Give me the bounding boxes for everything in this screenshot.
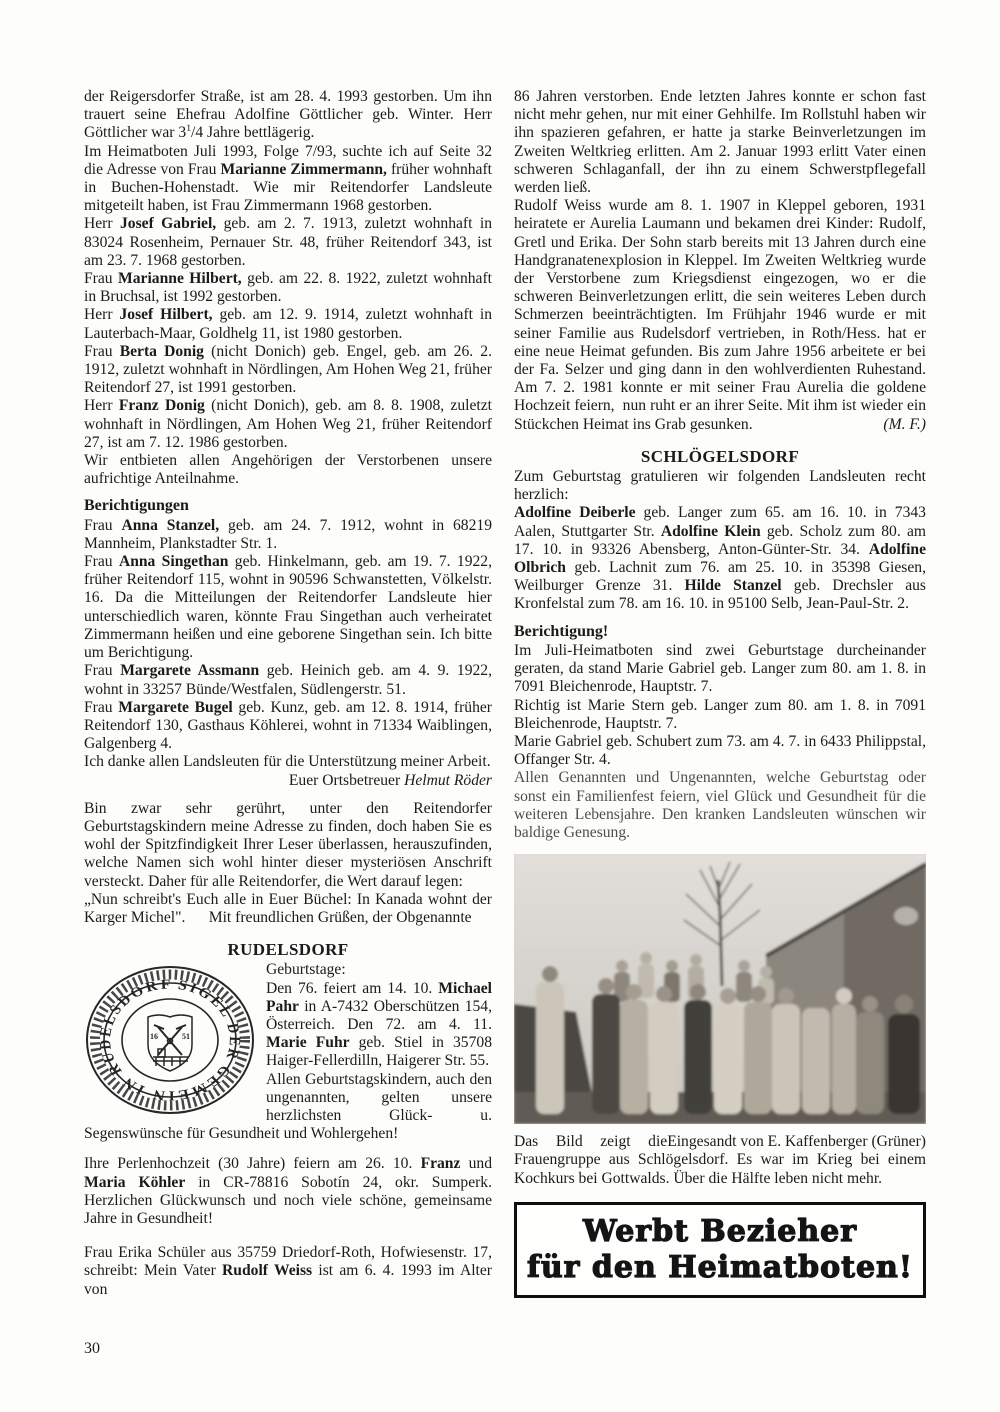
advert-box [514, 1202, 926, 1298]
obituary-paragraph: Herr Franz Donig (nicht Donich), geb. am 8. 8. 1908, zuletzt wohnhaft in Nördlingen, Am Hohen Weg 21, früher Reitendorf 27, ist am 7. 12. 1986 gestorben. [84, 397, 492, 451]
schloegelsdorf-heading: SCHLÖGELSDORF [640, 446, 800, 466]
rudelsdorf-heading: RUDELSDORF [227, 940, 349, 960]
anniversary-paragraph: Ihre Perlenhochzeit (30 Jahre) feiern am 26. 10. Franz und Maria Köhler in CR-78816 Sobotín 24, okr. Sumperk. Herzlichen Glückwunsch und noch viele schöne, gemeinsame Jahre in Gesundheit! [84, 1155, 493, 1227]
seal-year-right: 51 [182, 1032, 190, 1042]
signoff-line: Euer Ortsbetreuer Helmut Röder [288, 771, 492, 789]
letter-paragraph: „Nun schreibt's Euch alle in Euer Büchel: In Kanada wohnt der Karger Michel". Mit freundlichen Grüßen, der Obgenannte [84, 890, 492, 926]
photo-credit: Eingesandt von E. Kaffenberger (Grüner) [667, 1133, 926, 1151]
correction-paragraph: Richtig ist Marie Stern geb. Langer zum 80. am 1. 8. in 7091 Bleichenrode, Hauptstr. 7. [514, 696, 926, 732]
birthday-paragraph: Allen Geburtstagskindern, auch den ungenannten, gelten unsere herzlichsten Glück- u. Segenswünsche für Gesundheit und Wohlergehen! [84, 1070, 492, 1143]
letter-paragraph: Frau Erika Schüler aus 35759 Driedorf-Roth, Hofwiesenstr. 17, schreibt: Mein Vater Rudolf Weiss ist am 6. 4. 1993 im Alter von [84, 1244, 492, 1298]
berichtigung-heading: Berichtigung! [514, 622, 609, 640]
obituary-paragraph: Herr Josef Gabriel, geb. am 2. 7. 1913, zuletzt wohnhaft in 83024 Rosenheim, Pernauer Str. 48, früher Reitendorf 343, ist am 23. 7. 1968 gestorben. [84, 215, 492, 269]
correction-paragraph: Frau Anna Stanzel, geb. am 24. 7. 1912, wohnt in 68219 Mannheim, Plankstadter Str. 1. [84, 516, 492, 552]
birthday-paragraph: Adolfine Deiberle geb. Langer zum 65. am 16. 10. in 7343 Aalen, Stuttgarter Str. Adolfine Klein geb. Scholz zum 80. am 17. 10. in 93326 Abensberg, Anton-Günter-Str. 34. Adolfine Olbrich geb. Lachnit zum 76. am 25. 10. in 35398 Giesen, Weilburger Grenze 31. Hilde Stanzel geb. Drechsler aus Kronfelstal zum 78. am 16. 10. in 95100 Selb, Jean-Paul-Str. 2. [514, 504, 926, 613]
seal-ring-text: SIGEL DER GEMEIN IN RUDELSDORFF [97, 977, 243, 1103]
advert-line-1: Werbt Bezieher [582, 1213, 858, 1249]
obituary-paragraph: Herr Josef Hilbert, geb. am 12. 9. 1914, zuletzt wohnhaft in Lauterbach-Maar, Goldhelg 11, ist 1980 gestorben. [84, 306, 493, 342]
page-number: 30 [84, 1340, 100, 1357]
obituary-paragraph: der Reigersdorfer Straße, ist am 28. 4. 1993 gestorben. Um ihn trauert seine Ehefrau Adolfine Göttlicher geb. Winter. Herr Göttlicher war $3^1/4$ Jahre bettlägerig. [84, 88, 492, 142]
birthday-paragraph: Geburtstage: [266, 961, 346, 979]
correction-paragraph: Frau Margarete Bugel geb. Kunz, geb. am 12. 8. 1914, früher Reitendorf 130, Gasthaus Köhlerei, wohnt in 71334 Waiblingen, Galgenberg 4. [84, 698, 492, 753]
seal-year-left: 16 [150, 1032, 158, 1042]
rudelsdorf-seal-image [84, 965, 256, 1115]
right-column [514, 88, 926, 1298]
thanks-paragraph: Ich danke allen Landsleuten für die Unterstützung meiner Arbeit. [84, 753, 491, 771]
condolence-paragraph: Wir entbieten allen Angehörigen der Verstorbenen unsere aufrichtige Anteilnahme. [84, 452, 492, 488]
correction-paragraph: Frau Margarete Assmann geb. Heinich geb. am 4. 9. 1922, wohnt in 33257 Bünde/Westfalen, Südlengerstr. 51. [84, 662, 492, 698]
correction-paragraph: Im Juli-Heimatboten sind zwei Geburtstage durcheinander geraten, da stand Marie Gabriel geb. Langer zum 80. am 1. 8. in 7091 Bleichenrode, Hauptstr. 7. [514, 641, 926, 696]
obituary-paragraph: Frau Berta Donig (nicht Donich) geb. Engel, geb. am 26. 2. 1912, zuletzt wohnhaft in Nördlingen, Am Hohen Weg 21, früher Reitendorf 27, ist 1991 gestorben. [84, 342, 492, 397]
berichtigungen-heading: Berichtigungen [84, 497, 189, 515]
obituary-paragraph: 86 Jahren verstorben. Ende letzten Jahres konnte er schon fast nicht mehr gehen, nur mit einer Gehhilfe. Im Rollstuhl haben wir ihn spazieren gefahren, er hatte ja starke Beinverletzungen im Zweiten Weltkrieg erlitten. Am 2. Januar 1993 erlitt Vater einen schweren Schlaganfall, der ihn zu einem Schwerstpflegefall werden ließ. [514, 88, 926, 197]
birthday-paragraph: Zum Geburtstag gratulieren wir folgenden Landsleuten recht herzlich: [514, 468, 926, 504]
wishes-paragraph: Allen Genannten und Ungenannten, welche Geburtstag oder sonst ein Familienfest feiern, viel Glück und Gesundheit für die weiteren Lebensjahre. Den kranken Landsleuten wünschen wir baldige Genesung. [514, 769, 926, 841]
correction-paragraph: Frau Anna Singethan geb. Hinkelmann, geb. am 19. 7. 1922, früher Reitendorf 115, wohnt in 90596 Schwanstetten, Völkelstr. 16. Da die Mitteilungen der Reitendorfer Landsleute hier unterschiedlich waren, könnte Frau Singethan auch verheiratet Zimmermann heißen und eine geborene Singethan sein. Ich bitte um Berichtigung. [84, 553, 492, 662]
birthday-paragraph: Den 76. feiert am 14. 10. Michael Pahr in A-7432 Oberschützen 154, Österreich. Den 72. am 4. 11. Marie Fuhr geb. Stiel in 35708 Haiger-Fellerdilln, Haigerer Str. 55. [266, 979, 492, 1070]
correction-paragraph: Marie Gabriel geb. Schubert zum 73. am 4. 7. in 6433 Philippstal, Offanger Str. 4. [514, 732, 926, 769]
letter-paragraph: Bin zwar sehr gerührt, unter den Reitendorfer Geburtstagskindern meine Adresse zu finden, doch haben Sie es wohl der Spitzfindigkeit Ihrer Leser überlassen, herauszufinden, welche Namen sich wohl hinter dieser mysteriösen Anschrift versteckt. Daher für alle Reitendorfer, die Wert darauf legen: [84, 799, 492, 890]
obituary-paragraph [514, 197, 926, 434]
initials-signature: (M. F.) [883, 415, 926, 433]
photo-caption-text: Das Bild zeigt die Frauengruppe aus Schlögelsdorf. Es war im Krieg bei einem Kochkurs bei Gottwalds. Über die Hälfte leben nicht mehr. [514, 1133, 926, 1187]
frauengruppe-photo [514, 854, 926, 1124]
obituary-paragraph: Im Heimatboten Juli 1993, Folge 7/93, suchte ich auf Seite 32 die Adresse von Frau Marianne Zimmermann, früher wohnhaft in Buchen-Hohenstadt. Wie mir Reitendorfer Landsleute mitgeteilt haben, ist Frau Zimmermann 1968 gestorben. [84, 142, 492, 215]
obituary-paragraph: Frau Marianne Hilbert, geb. am 22. 8. 1922, zuletzt wohnhaft in Bruchsal, ist 1992 gestorben. [84, 270, 493, 306]
left-column [84, 88, 492, 1299]
obituary-text: Rudolf Weiss wurde am 8. 1. 1907 in Kleppel geboren, 1931 heiratete er Aurelia Laumann und bekamen drei Kinder: Rudolf, Gretl und Erika. Der Sohn starb bereits mit 13 Jahren durch eine Handgranatenexplosion in Kleppel. Im Zweiten Weltkrieg wurde der Verstorbene zum Kriegsdienst eingezogen, wo er die schweren Beinverletzungen erlitt, die sein weiteres Leben durch Schmerzen beeinträchtigten. Im Frühjahr 1946 wurde er mit seiner Familie aus Rudelsdorf vertrieben, in Roth/Hess. hat er eine neue Heimat gefunden. Bis zum Jahre 1956 arbeitete er bei der Fa. Selzer und ging dann in den wohlverdienten Ruhestand. Am 7. 2. 1981 konnte er mit seiner Frau Aurelia die goldene Hochzeit feiern, nun ruht er an ihrer Seite. Mit ihm ist wieder ein Stückchen Heimat ins Grab gesunken. [514, 197, 926, 433]
photo-caption [514, 1133, 926, 1188]
advert-line-2: für den Heimatboten! [526, 1249, 914, 1285]
